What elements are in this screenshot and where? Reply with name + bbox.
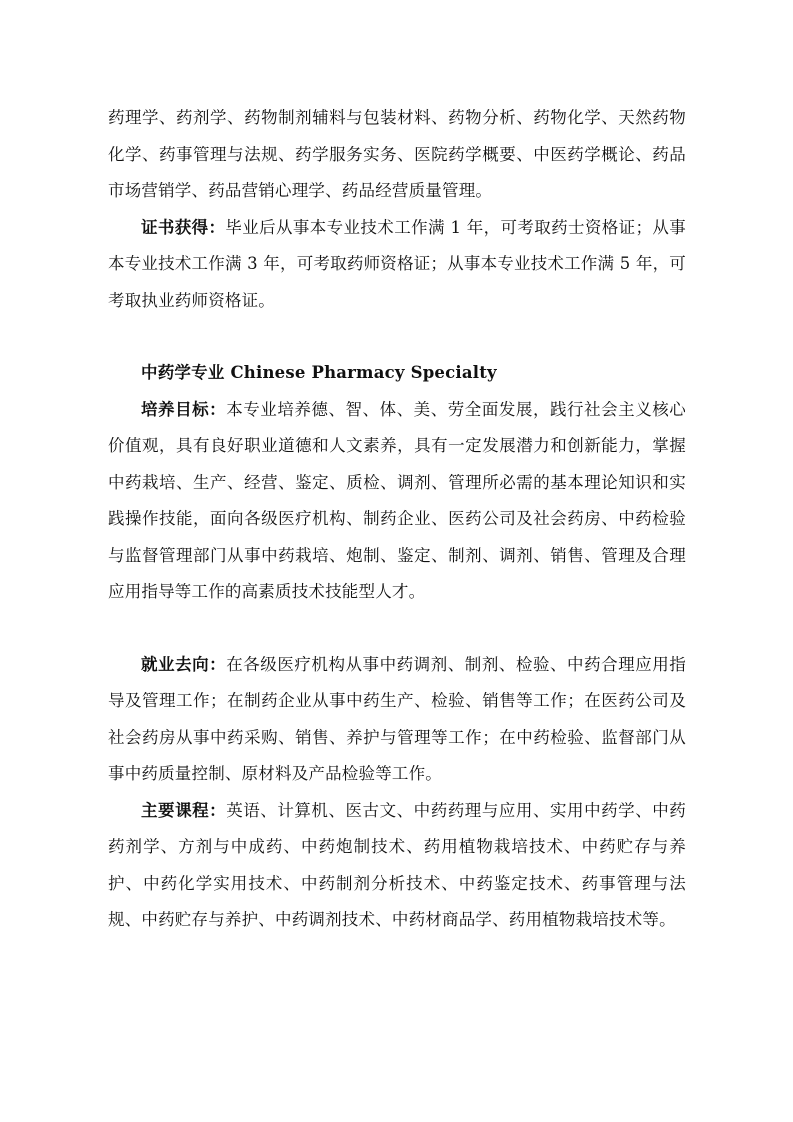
employment-label: 就业去向： [141, 654, 227, 674]
training-goal-text: 本专业培养德、智、体、美、劳全面发展，践行社会主义核心价值观，具有良好职业道德和人文素养，具有一定发展潜力和创新能力，掌握中药栽培、生产、经营、鉴定、质检、调剂、管理所必需的基本理论知识和实践操作技能，面向各级医疗机构、制药企业、医药公司及社会药房、中药检验与监督管理部门从事中药栽培、炮制、鉴定、制剂、调剂、销售、管理及合理应用指导等工作的高素质技术技能型人才。 [108, 399, 687, 601]
certificate-label: 证书获得： [141, 217, 226, 237]
training-goal-label: 培养目标： [141, 399, 227, 419]
main-courses-label: 主要课程： [141, 800, 227, 820]
employment-text: 在各级医疗机构从事中药调剂、制剂、检验、中药合理应用指导及管理工作；在制药企业从事中药生产、检验、销售等工作；在医药公司及社会药房从事中药采购、销售、养护与管理等工作；在中药检验、监督部门从事中药质量控制、原材料及产品检验等工作。 [108, 654, 687, 783]
section-title-text: 中药学专业 Chinese Pharmacy Specialty [141, 363, 497, 382]
employment-paragraph [108, 647, 686, 793]
certificate-text: 毕业后从事本专业技术工作满 1 年，可考取药士资格证；从事本专业技术工作满 3 年，可考取药师资格证；从事本专业技术工作满 5 年，可考取执业药师资格证。 [108, 217, 687, 310]
pharmacy-certificate-paragraph [108, 210, 686, 320]
training-goal-paragraph [108, 392, 686, 611]
pharmacy-courses-continuation: 药理学、药剂学、药物制剂辅料与包装材料、药物分析、药物化学、天然药物化学、药事管理与法规、药学服务实务、医院药学概要、中医药学概论、药品市场营销学、药品营销心理学、药品经营质量管理。 [108, 108, 686, 200]
tcm-pharmacy-section-title [108, 355, 686, 392]
document-page [108, 100, 686, 939]
main-courses-text: 英语、计算机、医古文、中药药理与应用、实用中药学、中药药剂学、方剂与中成药、中药炮制技术、药用植物栽培技术、中药贮存与养护、中药化学实用技术、中药制剂分析技术、中药鉴定技术、药事管理与法规、中药贮存与养护、中药调剂技术、中药材商品学、药用植物栽培技术等。 [108, 800, 687, 929]
main-courses-paragraph [108, 793, 686, 939]
